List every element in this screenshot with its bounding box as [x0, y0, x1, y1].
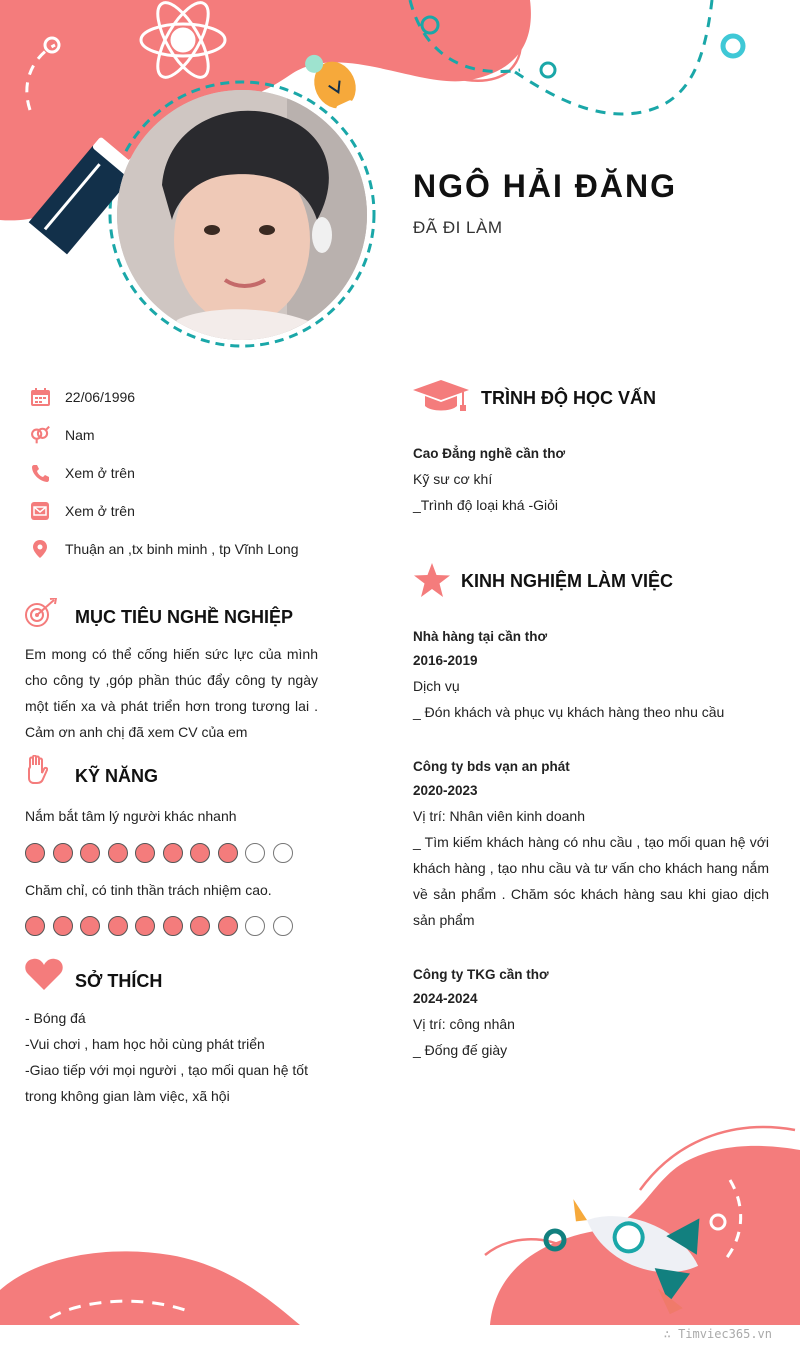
skill-name: Chăm chỉ, có tinh thần trách nhiệm cao.	[25, 882, 272, 898]
rating-dot-empty	[245, 916, 265, 936]
job-period: 2024-2024	[413, 991, 478, 1006]
rating-dot-filled	[135, 843, 155, 863]
phone-text: Xem ở trên	[65, 465, 135, 481]
job-company: Nhà hàng tại cần thơ	[413, 629, 548, 644]
job-role: Dịch vụ	[413, 678, 460, 694]
rating-dot-filled	[190, 916, 210, 936]
job-desc: _ Đống đế giày	[413, 1042, 508, 1058]
objective-text: Em mong có thể cống hiến sức lực của mình cho công ty ,góp phần thúc đẩy công ty ngày một tiến xa và phát triển hơn trong tương lai . Cảm ơn anh chị đã xem CV của em	[25, 646, 318, 740]
job-period: 2020-2023	[413, 783, 478, 798]
skills-title: KỸ NĂNG	[75, 766, 159, 786]
skill-name: Nắm bắt tâm lý người khác nhanh	[25, 808, 237, 824]
avatar	[117, 90, 367, 340]
experience-title: KINH NGHIỆM LÀM VIỆC	[461, 571, 674, 591]
target-icon	[24, 598, 58, 633]
star-icon	[414, 563, 450, 602]
skill-rating	[25, 916, 300, 936]
rating-dot-empty	[245, 843, 265, 863]
rating-dot-filled	[218, 916, 238, 936]
job-role: Vị trí: Nhân viên kinh doanh	[413, 808, 585, 824]
objective-title: MỤC TIÊU NGHỀ NGHIỆP	[75, 607, 294, 627]
heart-icon	[25, 958, 63, 995]
location-icon	[30, 539, 50, 559]
education-title: TRÌNH ĐỘ HỌC VẤN	[481, 388, 656, 408]
graduation-cap-icon	[413, 380, 469, 419]
rating-dot-filled	[135, 916, 155, 936]
rating-dot-filled	[53, 916, 73, 936]
rating-dot-empty	[273, 916, 293, 936]
rating-dot-filled	[163, 916, 183, 936]
gender-text: Nam	[65, 427, 95, 443]
job-company: Công ty bds vạn an phát	[413, 759, 570, 774]
phone-icon	[30, 463, 50, 483]
gender-icon	[30, 425, 50, 445]
info-gender	[30, 423, 95, 447]
info-address	[30, 537, 299, 561]
rating-dot-filled	[190, 843, 210, 863]
job-desc: _ Đón khách và phục vụ khách hàng theo nhu cầu	[413, 704, 725, 720]
rating-dot-filled	[108, 843, 128, 863]
info-birthday	[30, 385, 136, 409]
address-text: Thuận an ,tx binh minh , tp Vĩnh Long	[65, 541, 299, 557]
rating-dot-filled	[80, 916, 100, 936]
info-email	[30, 499, 135, 523]
hobbies-title: SỞ THÍCH	[75, 971, 163, 991]
birthday-text: 22/06/1996	[65, 389, 136, 405]
rating-dot-filled	[80, 843, 100, 863]
info-phone	[30, 461, 135, 485]
education-school: Cao Đẳng nghề cần thơ	[413, 446, 566, 461]
candidate-name: NGÔ HẢI ĐĂNG	[413, 168, 677, 204]
hobby-line: -Giao tiếp với mọi người , tạo mối quan hệ tốt trong không gian làm việc, xã hội	[25, 1062, 308, 1104]
rating-dot-filled	[25, 843, 45, 863]
rating-dot-filled	[218, 843, 238, 863]
rating-dot-empty	[273, 843, 293, 863]
candidate-status: ĐÃ ĐI LÀM	[413, 218, 503, 237]
rating-dot-filled	[25, 916, 45, 936]
skill-rating	[25, 843, 300, 863]
job-period: 2016-2019	[413, 653, 478, 668]
calendar-icon	[30, 387, 50, 407]
job-company: Công ty TKG cần thơ	[413, 967, 549, 982]
avatar-portrait	[117, 90, 367, 340]
education-note: _Trình độ loại khá -Giỏi	[413, 497, 558, 513]
watermark: ∴ Timviec365.vn	[663, 1327, 772, 1341]
hobby-line: - Bóng đá	[25, 1010, 86, 1026]
mail-icon	[30, 501, 50, 521]
education-major: Kỹ sư cơ khí	[413, 471, 493, 487]
rating-dot-filled	[53, 843, 73, 863]
job-role: Vị trí: công nhân	[413, 1016, 515, 1032]
watermark-text: Timviec365.vn	[678, 1327, 772, 1341]
hobby-line: -Vui chơi , ham học hỏi cùng phát triển	[25, 1036, 265, 1052]
rating-dot-filled	[108, 916, 128, 936]
rating-dot-filled	[163, 843, 183, 863]
job-desc: _ Tìm kiếm khách hàng có nhu cầu , tạo mối quan hệ với khách hàng , tạo nhu cầu và tư vấn cho khách hang nắm về sản phẩm . Chăm sóc khách hàng sau khi giao dịch sản phẩm	[413, 834, 769, 928]
email-text: Xem ở trên	[65, 503, 135, 519]
hand-icon	[26, 755, 48, 790]
